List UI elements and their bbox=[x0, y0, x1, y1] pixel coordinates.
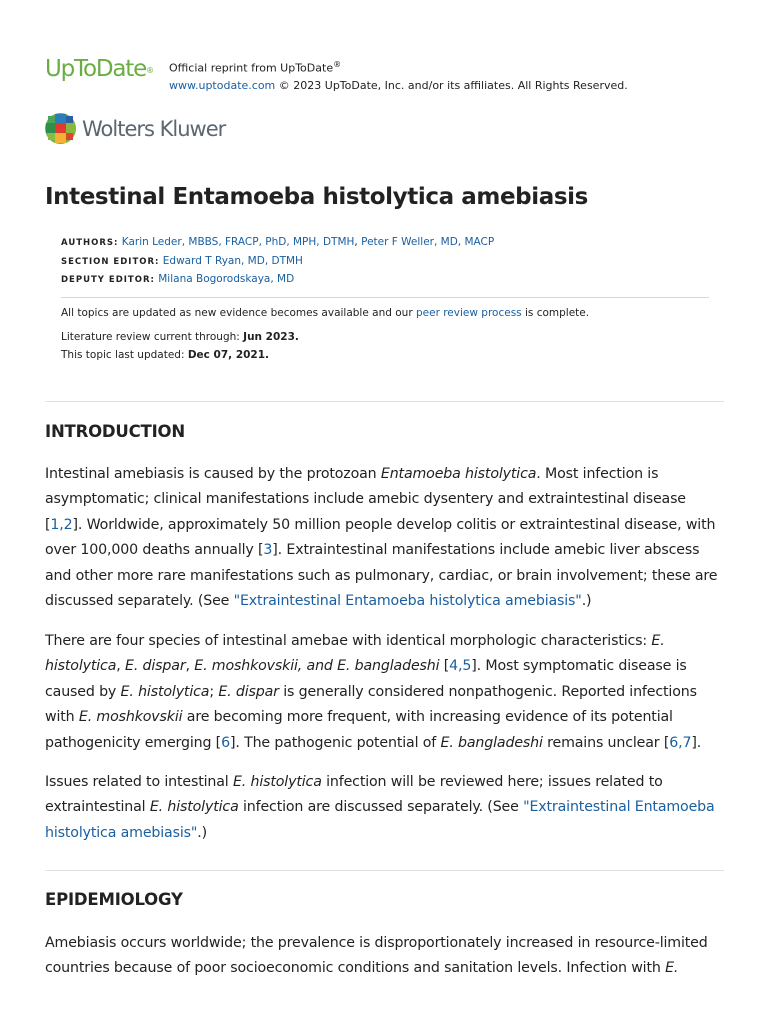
review-dates bbox=[61, 329, 711, 364]
introduction-paragraph-1: Intestinal amebiasis is caused by the protozoan Entamoeba histolytica. Most infection is asymptomatic; clinical manifestations include amebic dysentery and extraintestinal disease [1,2]. Worldwide, approximately 50 million people develop colitis or extraintestinal disease, with over 100,000 deaths annually [3]. Extraintestinal manifestations include amebic liver abscess and other more rare manifestations such as pulmonary, cardiac, or brain involvement; these are discussed separately. (See "Extraintestinal Entamoeba histolytica amebiasis".) bbox=[45, 466, 718, 610]
section-editor-link[interactable]: Edward T Ryan, MD, DTMH bbox=[162, 254, 303, 267]
article-metadata bbox=[61, 234, 711, 364]
wolters-kluwer-logo-icon bbox=[45, 113, 76, 144]
wolters-kluwer-logo bbox=[45, 113, 285, 147]
metadata-divider bbox=[61, 297, 709, 298]
deputy-editor-link[interactable]: Milana Bogorodskaya, MD bbox=[158, 273, 295, 285]
author-link-leder[interactable]: Karin Leder, MBBS, FRACP, PhD, MPH, DTMH bbox=[121, 236, 355, 248]
uptodate-logo: UpToDate® bbox=[45, 56, 155, 82]
introduction-paragraph-3: Issues related to intestinal E. histolytica infection will be reviewed here; issues related to extraintestinal E. histolytica infection are discussed separately. (See "Extraintestinal Entamoeba histolytica amebiasis".) bbox=[45, 774, 715, 841]
authors-label: AUTHORS: bbox=[61, 238, 119, 248]
reprint-notice: Official reprint from UpToDate® www.uptodate.com © 2023 UpToDate, Inc. and/or its affiliates. All Rights Reserved. bbox=[169, 60, 628, 92]
author-link-weller[interactable]: Peter F Weller, MD, MACP bbox=[361, 236, 495, 248]
reference-link[interactable]: 3 bbox=[263, 542, 273, 559]
article-title: Intestinal Entamoeba histolytica amebiasis bbox=[45, 184, 588, 210]
copyright-text: © 2023 UpToDate, Inc. and/or its affiliates. All Rights Reserved. bbox=[275, 78, 628, 92]
extraintestinal-topic-link[interactable]: "Extraintestinal Entamoeba histolytica amebiasis" bbox=[45, 799, 715, 841]
epidemiology-paragraph-1: Amebiasis occurs worldwide; the prevalence is disproportionately increased in resource-limited countries because of poor socioeconomic conditions and sanitation levels. Infection with E. bbox=[45, 935, 708, 977]
reference-link[interactable]: 1,2 bbox=[50, 516, 73, 533]
update-note: All topics are updated as new evidence becomes available and our peer review process is complete. bbox=[61, 306, 590, 319]
reference-link[interactable]: 6,7 bbox=[669, 734, 692, 751]
extraintestinal-topic-link[interactable]: "Extraintestinal Entamoeba histolytica amebiasis" bbox=[233, 593, 582, 610]
section-divider bbox=[45, 870, 724, 871]
last-updated-date: This topic last updated: Dec 07, 2021. bbox=[61, 348, 270, 361]
deputy-editor-label: DEPUTY EDITOR: bbox=[61, 275, 155, 285]
reprint-header bbox=[45, 54, 745, 90]
section-editor-row bbox=[61, 253, 711, 272]
reference-link[interactable]: 6 bbox=[221, 734, 230, 751]
uptodate-site-link[interactable]: www.uptodate.com bbox=[169, 78, 276, 92]
section-divider bbox=[45, 401, 724, 402]
publisher-name: Wolters Kluwer bbox=[82, 117, 226, 141]
literature-review-date: Literature review current through: Jun 2023. bbox=[61, 331, 299, 343]
peer-review-link[interactable]: peer review process bbox=[415, 306, 522, 319]
introduction-paragraph-2: There are four species of intestinal amebae with identical morphologic characteristics: E. histolytica, E. dispar, E. moshkovskii, and E. bangladeshi [4,5]. Most symptomatic disease is caused by E. histolytica; E. dispar is generally considered nonpathogenic. Reported infections with E. moshkovskii are becoming more frequent, with increasing evidence of its potential pathogenicity emerging [6]. The pathogenic potential of E. bangladeshi remains unclear [6,7]. bbox=[45, 633, 702, 751]
reference-link[interactable]: 4,5 bbox=[449, 658, 472, 675]
authors-row: AUTHORS: Karin Leder, MBBS, FRACP, PhD, MPH, DTMH, Peter F Weller, MD, MACP bbox=[61, 236, 495, 248]
section-editor-label: SECTION EDITOR: bbox=[61, 256, 160, 267]
introduction-heading: INTRODUCTION bbox=[45, 422, 185, 441]
reprint-line: Official reprint from UpToDate bbox=[169, 61, 334, 75]
epidemiology-heading: EPIDEMIOLOGY bbox=[45, 890, 183, 909]
deputy-editor-row bbox=[61, 271, 711, 290]
